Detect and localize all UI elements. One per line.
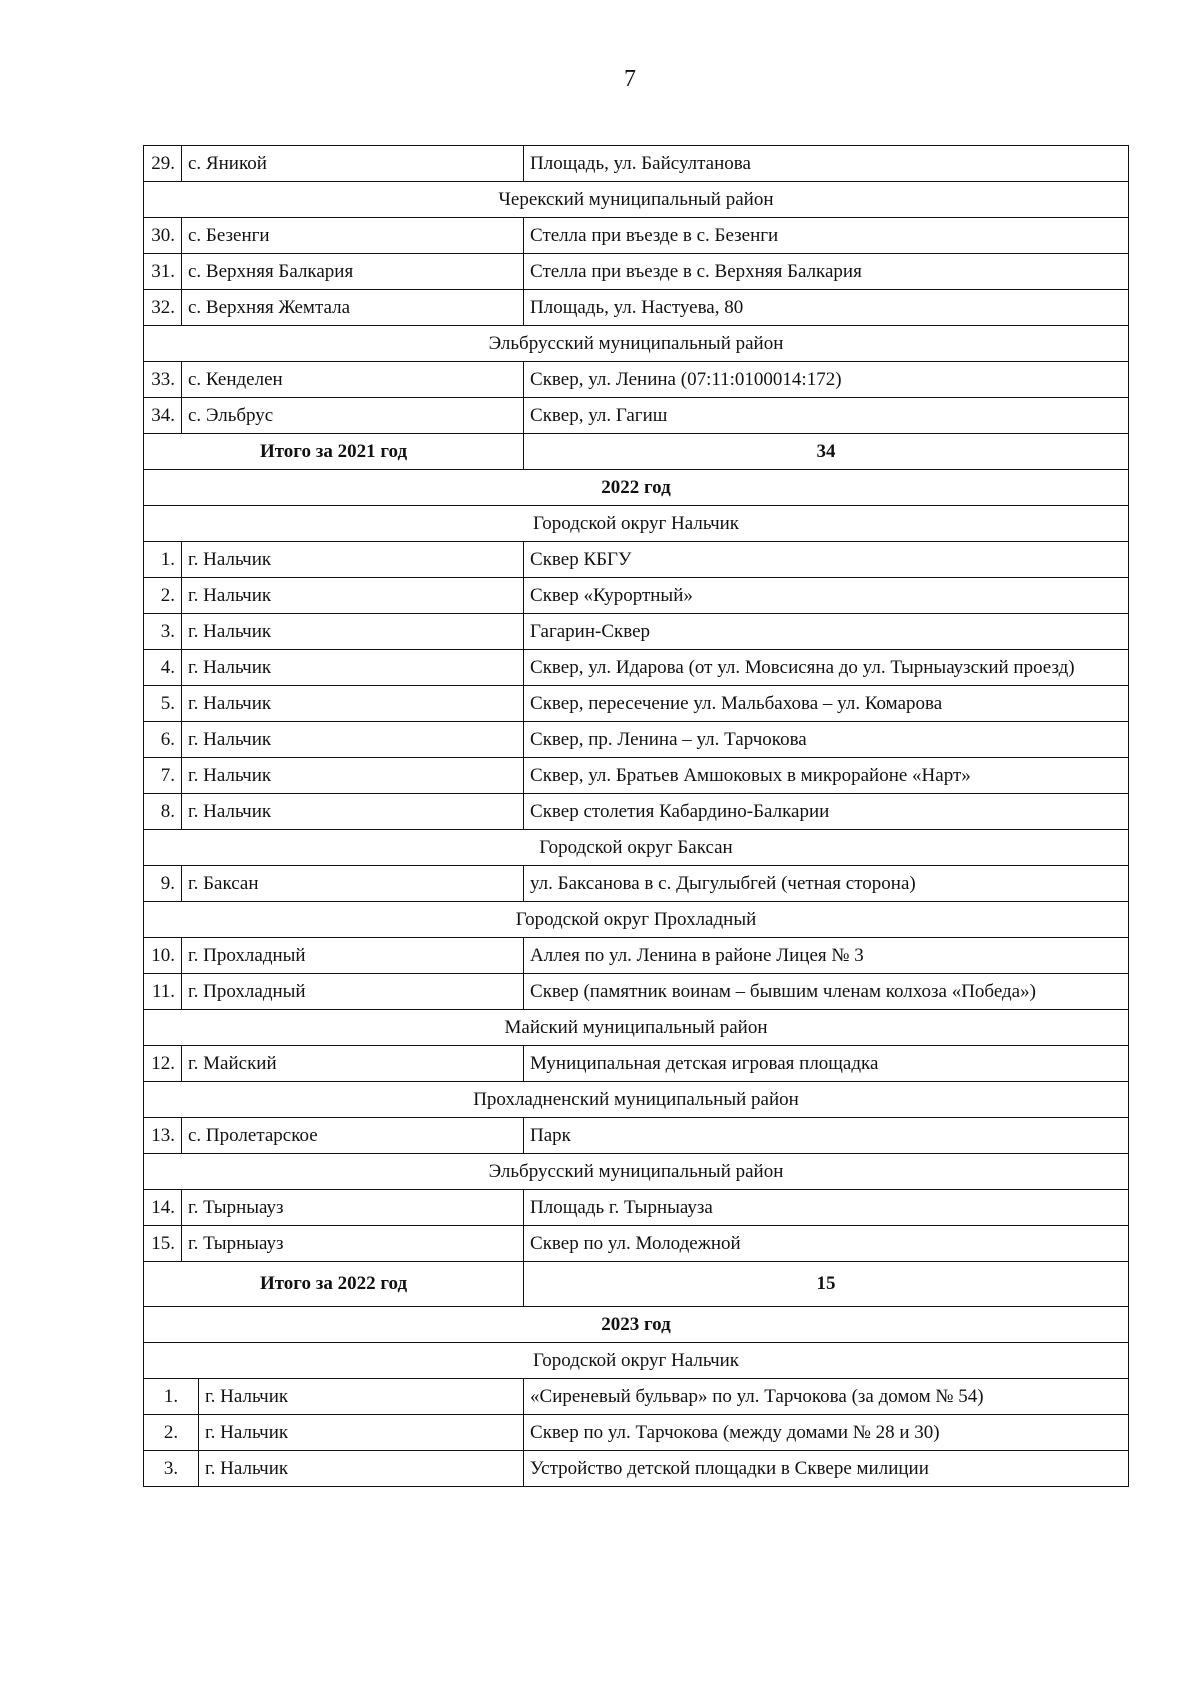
locality-cell: г. Тырныауз	[182, 1226, 524, 1262]
object-cell: Сквер, пересечение ул. Мальбахова – ул. Комарова	[524, 686, 1129, 722]
table-body	[144, 146, 1129, 1487]
table-row	[144, 146, 1129, 182]
locality-cell: г. Нальчик	[199, 1379, 524, 1415]
table-row	[144, 794, 1129, 830]
row-number: 1.	[144, 542, 182, 578]
row-number: 6.	[144, 722, 182, 758]
object-cell: Муниципальная детская игровая площадка	[524, 1046, 1129, 1082]
table-row	[144, 1451, 1129, 1487]
table-row	[144, 686, 1129, 722]
row-number: 33.	[144, 362, 182, 398]
object-cell: Аллея по ул. Ленина в районе Лицея № 3	[524, 938, 1129, 974]
table-row	[144, 1307, 1129, 1343]
table-row	[144, 1046, 1129, 1082]
row-number: 10.	[144, 938, 182, 974]
table-row	[144, 1415, 1129, 1451]
locality-cell: г. Нальчик	[182, 758, 524, 794]
row-number: 4.	[144, 650, 182, 686]
row-number: 7.	[144, 758, 182, 794]
row-number: 2.	[144, 1415, 199, 1451]
year-heading: 2023 год	[144, 1307, 1129, 1343]
table-row	[144, 650, 1129, 686]
locality-cell: г. Нальчик	[182, 578, 524, 614]
row-number: 29.	[144, 146, 182, 182]
locality-cell: с. Кенделен	[182, 362, 524, 398]
row-number: 1.	[144, 1379, 199, 1415]
object-cell: Сквер, ул. Гагиш	[524, 398, 1129, 434]
row-number: 14.	[144, 1190, 182, 1226]
table-row	[144, 1118, 1129, 1154]
object-cell: Парк	[524, 1118, 1129, 1154]
row-number: 12.	[144, 1046, 182, 1082]
table-row	[144, 434, 1129, 470]
district-heading: Майский муниципальный район	[144, 1010, 1129, 1046]
table-row	[144, 578, 1129, 614]
year-heading: 2022 год	[144, 470, 1129, 506]
locality-cell: г. Тырныауз	[182, 1190, 524, 1226]
object-cell: Стелла при въезде в с. Верхняя Балкария	[524, 254, 1129, 290]
locality-cell: г. Нальчик	[199, 1415, 524, 1451]
district-heading: Эльбрусский муниципальный район	[144, 326, 1129, 362]
table-row	[144, 470, 1129, 506]
locality-cell: г. Нальчик	[182, 650, 524, 686]
total-label: Итого за 2021 год	[144, 434, 524, 470]
object-cell: «Сиреневый бульвар» по ул. Тарчокова (за домом № 54)	[524, 1379, 1129, 1415]
object-cell: Гагарин-Сквер	[524, 614, 1129, 650]
row-number: 9.	[144, 866, 182, 902]
object-cell: Стелла при въезде в с. Безенги	[524, 218, 1129, 254]
object-cell: Сквер, ул. Идарова (от ул. Мовсисяна до ул. Тырныаузский проезд)	[524, 650, 1129, 686]
object-cell: Сквер, ул. Ленина (07:11:0100014:172)	[524, 362, 1129, 398]
row-number: 13.	[144, 1118, 182, 1154]
object-cell: Сквер КБГУ	[524, 542, 1129, 578]
locality-cell: с. Безенги	[182, 218, 524, 254]
table-row	[144, 542, 1129, 578]
table-row	[144, 398, 1129, 434]
locality-cell: г. Прохладный	[182, 938, 524, 974]
district-heading: Городской округ Нальчик	[144, 1343, 1129, 1379]
district-heading: Черекский муниципальный район	[144, 182, 1129, 218]
locality-cell: с. Яникой	[182, 146, 524, 182]
page-number: 7	[624, 66, 636, 92]
table-row	[144, 1154, 1129, 1190]
objects-table	[143, 145, 1129, 1487]
row-number: 8.	[144, 794, 182, 830]
object-cell: Сквер по ул. Тарчокова (между домами № 28 и 30)	[524, 1415, 1129, 1451]
object-cell: Сквер (памятник воинам – бывшим членам колхоза «Победа»)	[524, 974, 1129, 1010]
district-heading: Городской округ Нальчик	[144, 506, 1129, 542]
row-number: 30.	[144, 218, 182, 254]
locality-cell: г. Баксан	[182, 866, 524, 902]
table-row	[144, 722, 1129, 758]
table-row	[144, 362, 1129, 398]
table-row	[144, 182, 1129, 218]
table-row	[144, 938, 1129, 974]
row-number: 32.	[144, 290, 182, 326]
object-cell: ул. Баксанова в с. Дыгулыбгей (четная сторона)	[524, 866, 1129, 902]
object-cell: Сквер, ул. Братьев Амшоковых в микрорайоне «Нарт»	[524, 758, 1129, 794]
row-number: 11.	[144, 974, 182, 1010]
row-number: 34.	[144, 398, 182, 434]
table-row	[144, 506, 1129, 542]
table-row	[144, 902, 1129, 938]
locality-cell: г. Нальчик	[182, 686, 524, 722]
row-number: 5.	[144, 686, 182, 722]
locality-cell: г. Нальчик	[182, 722, 524, 758]
table-row	[144, 758, 1129, 794]
locality-cell: с. Пролетарское	[182, 1118, 524, 1154]
table-row	[144, 866, 1129, 902]
locality-cell: с. Верхняя Балкария	[182, 254, 524, 290]
table-row	[144, 254, 1129, 290]
object-cell: Сквер по ул. Молодежной	[524, 1226, 1129, 1262]
locality-cell: г. Нальчик	[182, 614, 524, 650]
object-cell: Устройство детской площадки в Сквере милиции	[524, 1451, 1129, 1487]
total-value: 34	[524, 434, 1129, 470]
locality-cell: г. Нальчик	[199, 1451, 524, 1487]
locality-cell: г. Майский	[182, 1046, 524, 1082]
table-row	[144, 290, 1129, 326]
table-row	[144, 326, 1129, 362]
total-label: Итого за 2022 год	[144, 1262, 524, 1307]
total-value: 15	[524, 1262, 1129, 1307]
row-number: 3.	[144, 1451, 199, 1487]
object-cell: Площадь г. Тырныауза	[524, 1190, 1129, 1226]
table-row	[144, 974, 1129, 1010]
table-row	[144, 830, 1129, 866]
table-row	[144, 1379, 1129, 1415]
locality-cell: с. Верхняя Жемтала	[182, 290, 524, 326]
table-row	[144, 1343, 1129, 1379]
object-cell: Сквер, пр. Ленина – ул. Тарчокова	[524, 722, 1129, 758]
table-row	[144, 1082, 1129, 1118]
district-heading: Эльбрусский муниципальный район	[144, 1154, 1129, 1190]
object-cell: Площадь, ул. Настуева, 80	[524, 290, 1129, 326]
locality-cell: г. Прохладный	[182, 974, 524, 1010]
row-number: 15.	[144, 1226, 182, 1262]
row-number: 2.	[144, 578, 182, 614]
table-row	[144, 1190, 1129, 1226]
district-heading: Городской округ Прохладный	[144, 902, 1129, 938]
district-heading: Городской округ Баксан	[144, 830, 1129, 866]
object-cell: Сквер «Курортный»	[524, 578, 1129, 614]
row-number: 31.	[144, 254, 182, 290]
object-cell: Сквер столетия Кабардино-Балкарии	[524, 794, 1129, 830]
locality-cell: г. Нальчик	[182, 794, 524, 830]
row-number: 3.	[144, 614, 182, 650]
table-row	[144, 614, 1129, 650]
table-row	[144, 218, 1129, 254]
table-row	[144, 1226, 1129, 1262]
table-row	[144, 1262, 1129, 1307]
object-cell: Площадь, ул. Байсултанова	[524, 146, 1129, 182]
table-row	[144, 1010, 1129, 1046]
locality-cell: г. Нальчик	[182, 542, 524, 578]
locality-cell: с. Эльбрус	[182, 398, 524, 434]
district-heading: Прохладненский муниципальный район	[144, 1082, 1129, 1118]
